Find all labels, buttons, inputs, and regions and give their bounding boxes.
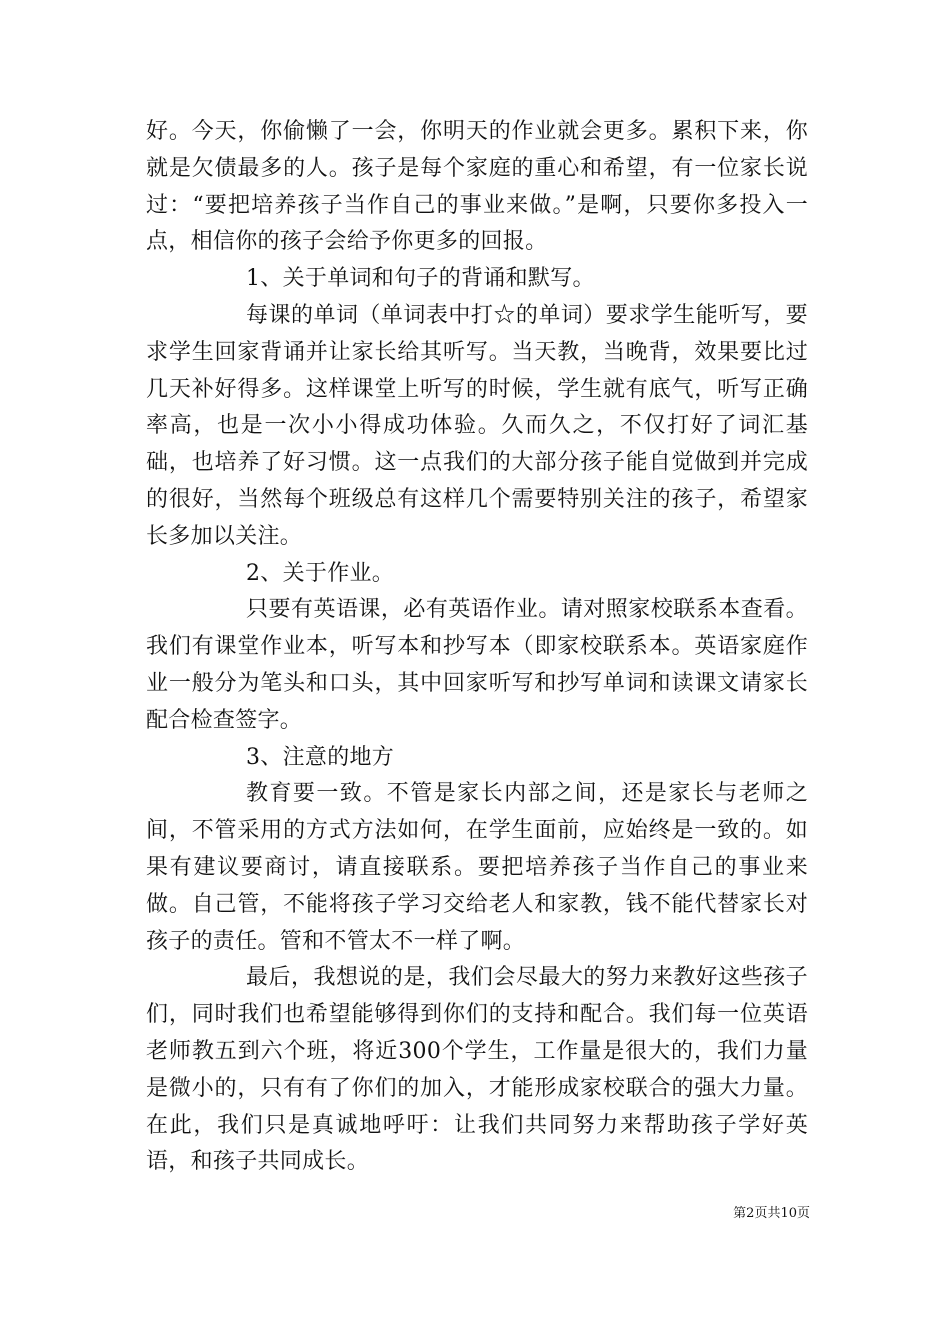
document-body (146, 114, 808, 1181)
paragraph-closing: 最后，我想说的是，我们会尽最大的努力来教好这些孩子们，同时我们也希望能够得到你们的支持和配合。我们每一位英语老师教五到六个班，将近300个学生，工作量是很大的，我们力量是微小的，只有有了你们的加入，才能形成家校联合的强大力量。在此，我们只是真诚地呼吁：让我们共同努力来帮助孩子学好英语，和孩子共同成长。 (146, 965, 808, 1175)
section-heading-notes: 3、注意的地方 (246, 744, 395, 770)
paragraph-continuation: 好。今天，你偷懒了一会，你明天的作业就会更多。累积下来，你就是欠债最多的人。孩子是每个家庭的重心和希望，有一位家长说过：“要把培养孩子当作自己的事业来做。”是啊，只要你多投入一点，相信你的孩子会给予你更多的回报。 (146, 119, 808, 255)
section-heading-homework: 2、关于作业。 (246, 560, 395, 586)
paragraph-notes: 教育要一致。不管是家长内部之间，还是家长与老师之间，不管采用的方式方法如何，在学生面前，应始终是一致的。如果有建议要商讨，请直接联系。要把培养孩子当作自己的事业来做。自己管，不能将孩子学习交给老人和家教，钱不能代替家长对孩子的责任。管和不管太不一样了啊。 (146, 781, 808, 954)
paragraph-recitation: 每课的单词（单词表中打☆的单词）要求学生能听写，要求学生回家背诵并让家长给其听写。当天教，当晚背，效果要比过几天补好得多。这样课堂上听写的时候，学生就有底气，听写正确率高，也是一次小小得成功体验。久而久之，不仅打好了词汇基础，也培养了好习惯。这一点我们的大部分孩子能自觉做到并完成的很好，当然每个班级总有这样几个需要特别关注的孩子，希望家长多加以关注。 (146, 302, 808, 549)
page-number: 第2页共10页 (733, 1206, 810, 1221)
section-heading-recitation: 1、关于单词和句子的背诵和默写。 (246, 266, 595, 292)
paragraph-homework: 只要有英语课，必有英语作业。请对照家校联系本查看。我们有课堂作业本，听写本和抄写本（即家校联系本。英语家庭作业一般分为笔头和口头，其中回家听写和抄写单词和读课文请家长配合检查签字。 (146, 597, 808, 733)
